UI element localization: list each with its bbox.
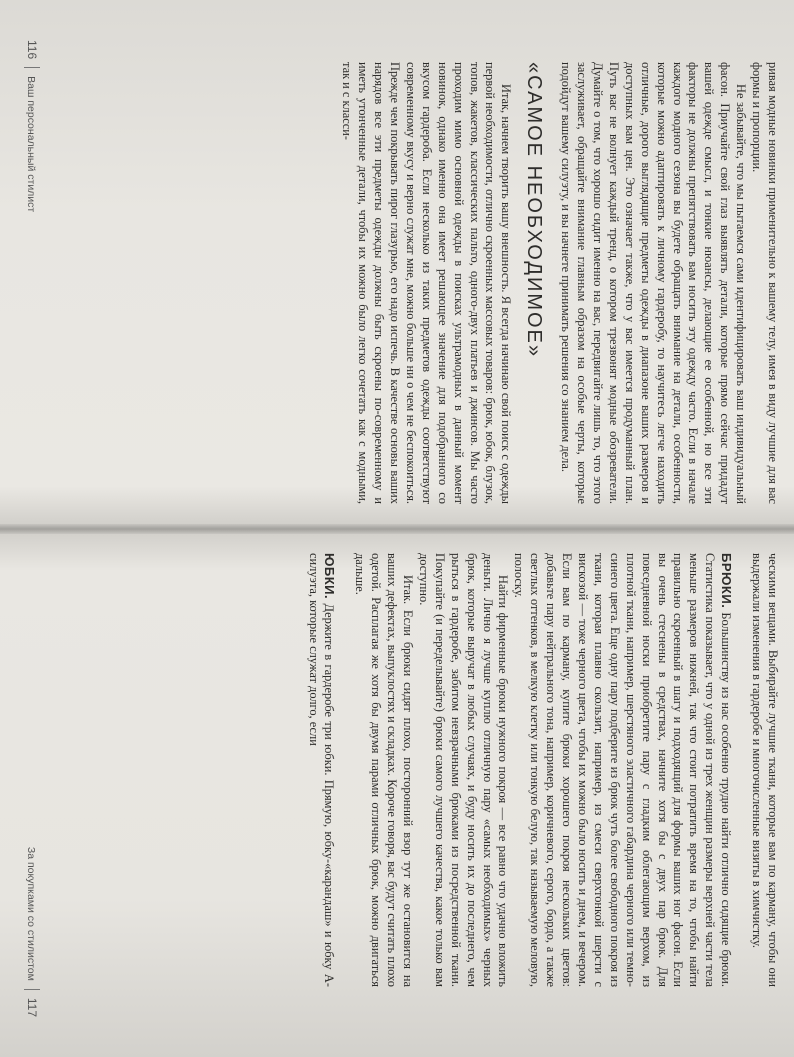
right-page-footer <box>24 847 40 1017</box>
term-heading: ЮБКИ. <box>322 553 338 600</box>
term-text: Большинству из нас особенно трудно найти отлично сидящие брюки. Статистика показывает, что у одной из трех женщин размеры верхней части тела меньше размеров нижней, так что стоит потратить время на то, чтобы найти правильно скроенный в шагу и подходящий для формы ваших ног фасон. Если вы очень стеснены в средствах, начните хотя бы с двух пар брюк. Для повседневной носки приобретите пару с гладким облегающим верхом, из плотной ткани, например, шерстяного эластичного габардина черного или темно-синего цвета. Еще одну пару подберите из брюк чуть более свободного покроя из ткани, которая плавно скользит, например, из смеси сверхтонкой шерсти с вискозой — тоже черного цвета, чтобы их можно было носить и днем, и вечером. Если вам по карману, купите брюки хорошего покроя нескольких цветов: добавьте пару нейтрального тона, например, коричневого, серого, бордо, а также светлых оттенков, в мелкую клетку или тонкую белую, так называемую меловую, полоску. <box>512 553 734 987</box>
term-heading: БРЮКИ. <box>719 553 735 609</box>
right-page-text <box>70 553 780 987</box>
paragraph: ческими вещами. Выбирайте лучшие ткани, которые вам по карману, чтобы они выдержали изменения в гардеробе и многочисленные визиты в химчистку. <box>750 553 780 987</box>
paragraph: Найти фирменные брюки нужного покроя — все равно что удачно вложить деньги. Лично я лучше куплю отличную пару «самых необходимых» черных брюк, которые выручат в любых случаях, и буду носить их до последнего, чем рыться в гардеробе, забитом невзрачными брюками из посредственной ткани. Покупайте (и переделывайте) брюки самого лучшего качества, какое только вам доступно. <box>416 553 511 987</box>
footer-divider <box>24 989 40 990</box>
paragraph: Итак. Если брюки сидят плохо, посторонний взор тут же остановится на ваших дефектах, выпуклостях и складках. Короче говоря, вас будут считать плохо одетой. Расплагая же хотя бы двумя парами отличных брюк, можно двигаться дальше. <box>353 553 416 987</box>
right-page <box>0 529 794 1057</box>
footer-divider <box>24 67 40 68</box>
page-number: 116 <box>25 40 39 60</box>
skirts-paragraph <box>305 553 338 987</box>
left-page-text <box>70 62 780 504</box>
trousers-paragraph <box>511 553 735 987</box>
section-heading: «САМОЕ НЕОБХОДИМОЕ» <box>523 62 546 358</box>
running-title: Ваш персональный стилист <box>25 76 37 213</box>
term-text: Держите в гардеробе три юбки. Прямую, юбку-«карандаш» и юбку А-силуэта, которые служат долго, если <box>306 553 337 987</box>
paragraph: Не забывайте, что мы пытаемся сами идентифицировать ваш индивидуальный фасон. Приучайте свой глаз выявлять детали, которые прямо сейчас придадут вашей одежде смысл, и тонкие нюансы, делающие ее особенной, но все эти факторы не должны препятствовать вам носить эту одежду часто. Если в начале каждого модного сезона вы будете обращать внимание на детали, особенности, которые можно адаптировать к личному гардеробу, то научитесь легче находить отличные, дорого выглядящие предметы одежды в диапазоне ваших размеров и доступных вам цен. Это означает также, что у вас имеется продуманный план. Путь вас не волнует каждый тренд, о котором трезвонят модные обозреватели. Думайте о том, что хорошо сидит именно на вас, передвигайте лишь то, что этого заслуживает, обращайте внимание главным образом на особые черты, которые подойдут вашему силуэту, и вы начнете принимать решения со знанием дела. <box>559 62 749 504</box>
left-page-footer <box>24 40 40 212</box>
paragraph: Итак, начнем творить вашу внешность. Я всегда начинаю свой поиск с одежды первой необходимости, отлично скроенных массовых товаров: брюк, юбок, блузок, топов, жакетов, классических пальто, одного-двух платьев и джинсов. Мы часто проходим мимо основной одежды в поисках ультрамодных в данный момент новинок, однако именно она имеет решающее значение для подобранного со вкусом гардероба. Если несколько из таких предметов одежды соответствуют современному вкусу и верно служат мне, можно больше ни о чем не беспокоиться. Прежде чем покрывать пирог глазурью, его надо испечь. В качестве основы ваших нарядов все эти предметы одежды должны быть скроены по-современному и иметь утонченные детали, чтобы их можно было легко сочетать как с модными, так и с класси- <box>340 62 514 504</box>
page-number: 117 <box>25 997 39 1017</box>
left-page <box>0 0 794 528</box>
running-title: За покупками со стилистом <box>25 846 37 981</box>
paragraph: ривая модные новинки применительно к вашему телу, имея в виду лучшие для вас формы и пропорции. <box>750 62 780 504</box>
